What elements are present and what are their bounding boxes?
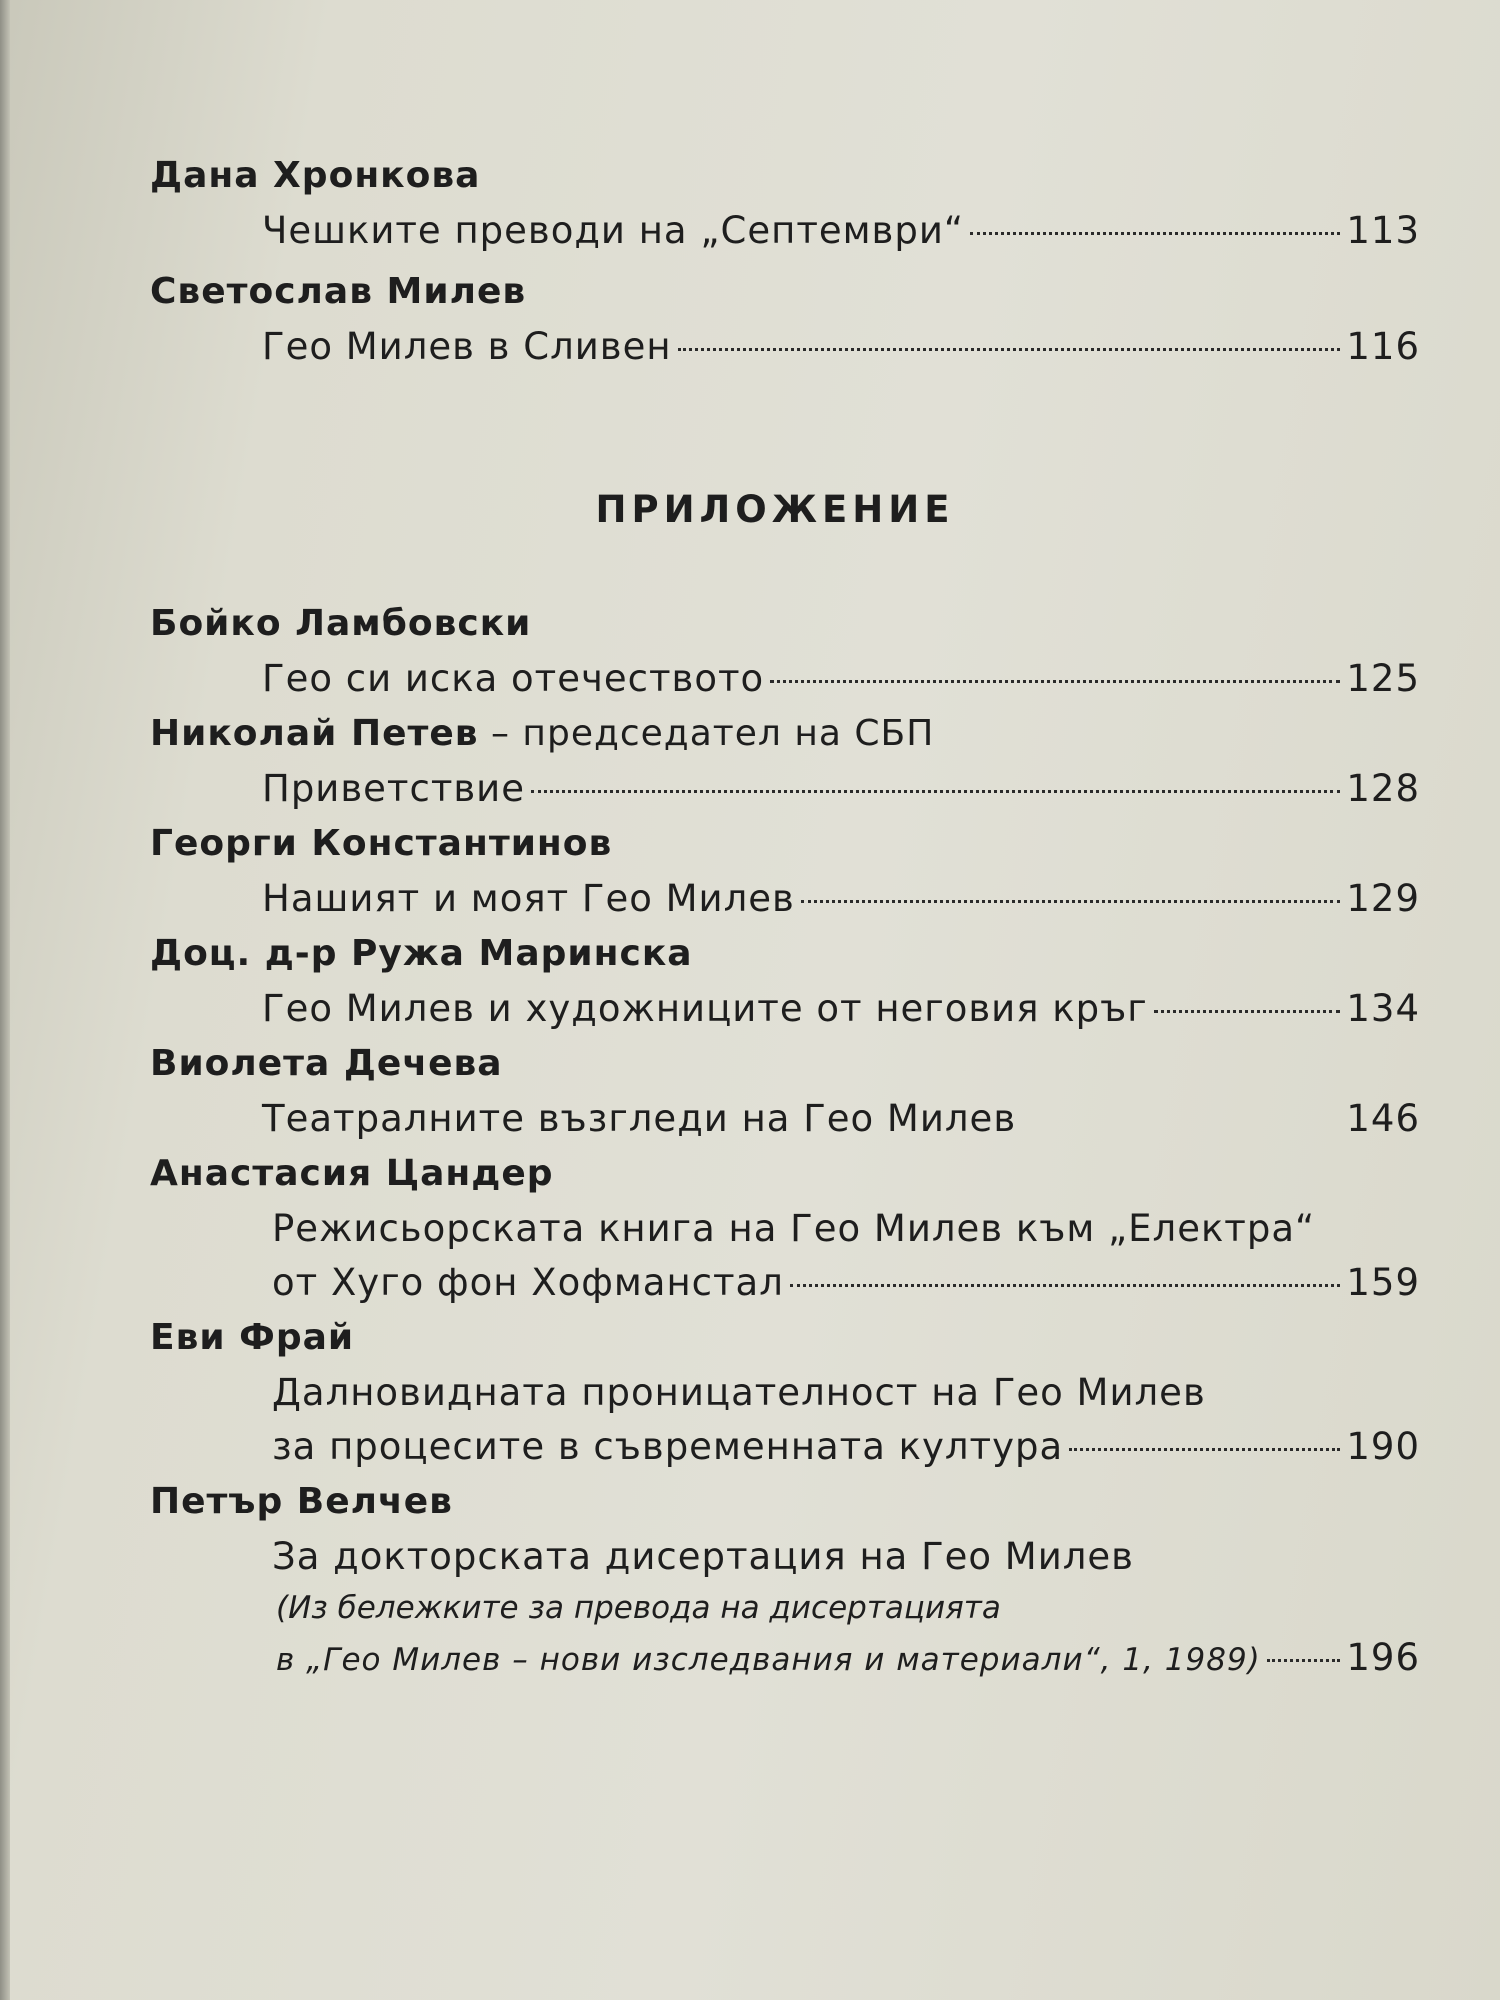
entry-title: за процесите в съвременната култура <box>272 1425 1064 1468</box>
entry-author: Светослав Милев <box>150 271 527 312</box>
entry-author: Дана Хронкова <box>150 155 481 196</box>
dot-leader <box>531 790 1340 793</box>
entry-title-row <box>150 320 1420 374</box>
page-spine-edge <box>0 0 10 2000</box>
entry-title: Нашият и моят Гео Милев <box>262 877 795 920</box>
dot-leader <box>1069 1448 1340 1451</box>
page-number: 129 <box>1346 877 1420 920</box>
entry-author: Анастасия Цандер <box>150 1153 554 1194</box>
entry-title-row <box>150 1420 1420 1474</box>
entry-author: Доц. д-р Ружа Маринска <box>150 933 693 974</box>
toc-entry <box>150 1474 1420 1684</box>
entry-title: от Хуго фон Хофманстал <box>272 1261 784 1304</box>
toc-entry <box>150 148 1420 258</box>
entry-title: Театралните възгледи на Гео Милев <box>262 1097 1017 1140</box>
entry-title-row <box>150 204 1420 258</box>
toc-entry <box>150 1036 1420 1146</box>
section-heading: ПРИЛОЖЕНИЕ <box>595 488 955 531</box>
entry-note-line: (Из бележките за превода на дисертацията <box>276 1590 1001 1626</box>
entry-title: Гео си иска отечеството <box>262 657 765 700</box>
entry-title: Чешките преводи на „Септември“ <box>262 209 965 252</box>
entry-title-row <box>150 982 1420 1036</box>
table-of-contents <box>150 148 1420 1684</box>
dot-leader <box>770 680 1340 683</box>
entry-author-role: – председател на СБП <box>478 713 935 754</box>
entry-author-row <box>150 706 1420 762</box>
entry-title-row <box>150 1256 1420 1310</box>
toc-entry <box>150 926 1420 1036</box>
entry-title: Гео Милев и художниците от неговия кръг <box>262 987 1148 1030</box>
dot-leader <box>1154 1010 1341 1013</box>
entry-author: Бойко Ламбовски <box>150 603 532 644</box>
entry-title-row <box>150 1632 1420 1684</box>
entry-title-line: Режисьорската книга на Гео Милев към „Електра“ <box>272 1207 1316 1250</box>
toc-entry <box>150 706 1420 816</box>
toc-entry <box>150 596 1420 706</box>
entry-title-row <box>150 762 1420 816</box>
page-number: 159 <box>1346 1261 1420 1304</box>
entry-author: Георги Константинов <box>150 823 613 864</box>
entry-note: в „Гео Милев – нови изследвания и материали“, 1, 1989) <box>276 1642 1261 1678</box>
entry-title-line: За докторската дисертация на Гео Милев <box>272 1535 1134 1578</box>
entry-title-line: Далновидната проницателност на Гео Милев <box>272 1371 1206 1414</box>
dot-leader <box>1267 1659 1341 1662</box>
dot-leader <box>970 232 1340 235</box>
page-number: 196 <box>1346 1636 1420 1679</box>
toc-entry <box>150 1146 1420 1310</box>
dot-leader <box>790 1284 1341 1287</box>
entry-author: Петър Велчев <box>150 1481 453 1522</box>
entry-title: Гео Милев в Сливен <box>262 325 672 368</box>
entry-title: Приветствие <box>262 767 525 810</box>
page-number: 113 <box>1346 209 1420 252</box>
page-number: 190 <box>1346 1425 1420 1468</box>
entry-title-row <box>150 652 1420 706</box>
toc-entry <box>150 816 1420 926</box>
page-number: 128 <box>1346 767 1420 810</box>
entry-title-row <box>150 872 1420 926</box>
toc-entry <box>150 264 1420 374</box>
page-number: 116 <box>1346 325 1420 368</box>
dot-leader <box>678 348 1341 351</box>
page-number: 125 <box>1346 657 1420 700</box>
entry-author: Еви Фрай <box>150 1317 355 1358</box>
entry-author: Виолета Дечева <box>150 1043 503 1084</box>
page-number: 134 <box>1346 987 1420 1030</box>
dot-leader <box>801 900 1341 903</box>
toc-entry <box>150 1310 1420 1474</box>
page-number: 146 <box>1346 1097 1420 1140</box>
entry-title-row <box>150 1092 1420 1146</box>
entry-author: Николай Петев <box>150 713 479 754</box>
